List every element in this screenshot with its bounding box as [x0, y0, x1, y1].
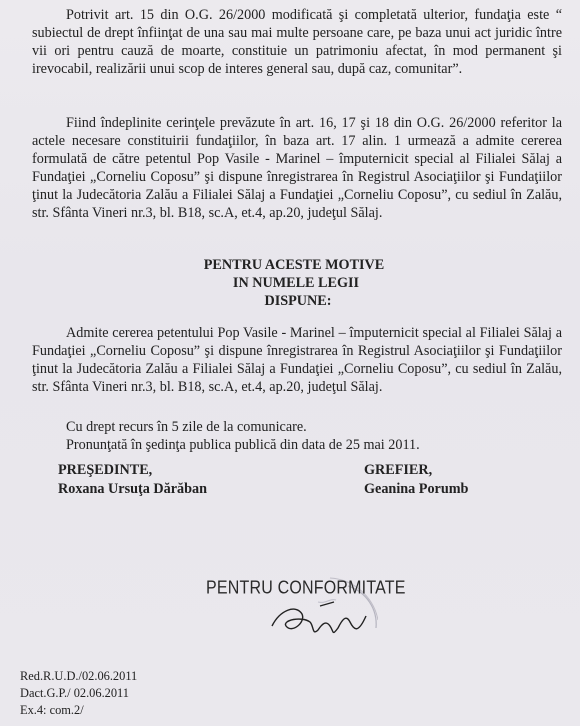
- paragraph-ruling: Admite cererea petentului Pop Vasile - Marinel – împuternicit special al Filialei Sălaj a Fundaţiei „Corneliu Coposu” şi dispune înregistrarea în Registrul Asociaţiilor şi Fundaţiilor ţinut la Judecătoria Zalău a Filialei Sălaj a Fundaţiei „Corneliu Coposu”, cu sediul în Zalău, str. Sfânta Vineri nr.3, bl. B18, sc.A, et.4, ap.20, judeţul Sălaj.: [32, 325, 562, 395]
- paragraph-definition: Potrivit art. 15 din O.G. 26/2000 modificată şi completată ulterior, fundaţia este “ subiectul de drept înfiinţat de una sau mai multe persoane care, pe baza unui act juridic între vii ori pentru cauză de moarte, constituie un patrimoniu afectat, în mod permanent şi irevocabil, realizării unui scop de interes general sau, după caz, comunitar”.: [32, 7, 562, 77]
- signature-block-clerk: [364, 461, 468, 499]
- clerk-name: Geanina Porumb: [364, 481, 469, 497]
- conformity-label: PENTRU CONFORMITATE: [206, 578, 406, 599]
- footer-typed: Dact.G.P./ 02.06.2011: [20, 686, 129, 700]
- footer-copies: Ex.4: com.2/: [20, 703, 84, 717]
- paragraph-reasoning: Fiind îndeplinite cerinţele prevăzute în art. 16, 17 şi 18 din O.G. 26/2000 referitor la actele necesare constituirii fundaţiilor, în baza art. 17 alin. 1 urmează a admite cererea formulată de către petentul Pop Vasile - Marinel – împuternicit special al Filialei Sălaj a Fundaţiei „Corneliu Coposu” şi dispune înregistrarea în Registrul Asociaţiilor şi Fundaţiilor ţinut la Judecătoria Zalău a Filialei Sălaj a Fundaţiei „Corneliu Coposu”, cu sediul în Zalău, str. Sfânta Vineri nr.3, bl. B18, sc.A, et.4, ap.20, judeţul Sălaj.: [32, 115, 562, 221]
- heading-in-name-of-law: IN NUMELE LEGII: [232, 275, 360, 291]
- heading-disposes: DISPUNE:: [264, 293, 332, 309]
- president-name: Roxana Ursuţa Dărăban: [58, 481, 207, 497]
- president-role: PREŞEDINTE,: [58, 462, 153, 478]
- handwritten-signature-icon: [262, 596, 372, 642]
- footer-redacted: Red.R.U.D./02.06.2011: [20, 669, 138, 683]
- heading-motives: PENTRU ACESTE MOTIVE: [203, 257, 385, 273]
- paragraph-pronounced: Pronunţată în şedinţa publica publică din data de 25 mai 2011.: [66, 437, 420, 453]
- footer-references: [20, 668, 137, 719]
- paragraph-appeal: Cu drept recurs în 5 zile de la comunicare.: [66, 419, 307, 435]
- signature-block-president: [58, 461, 207, 499]
- clerk-role: GREFIER,: [364, 462, 433, 478]
